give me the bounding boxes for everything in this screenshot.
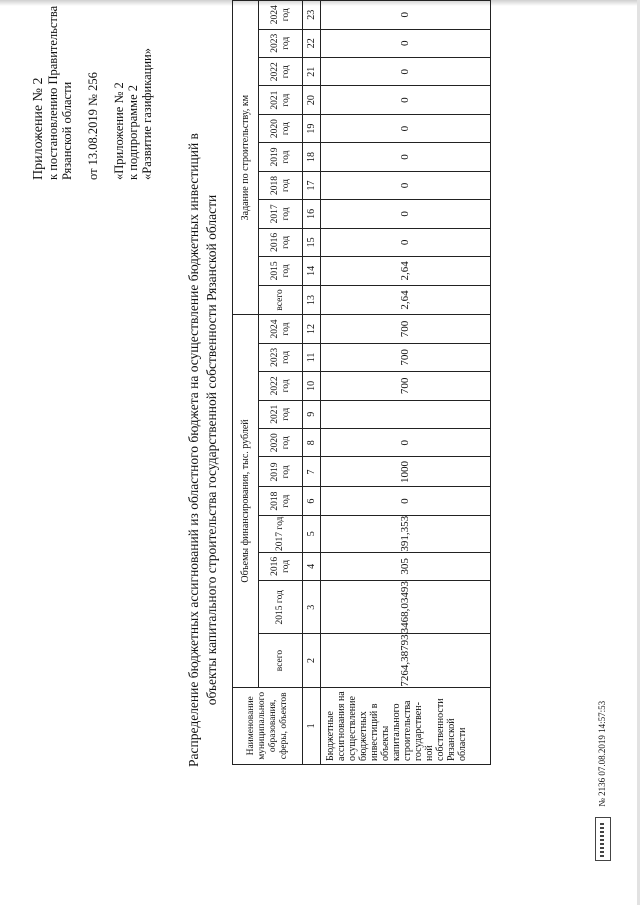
appendix-date: от 13.08.2019 № 256: [86, 72, 100, 180]
task-value: 0: [321, 228, 491, 256]
header-name-column: Наименование муниципального образования, сферы, объектов: [233, 687, 303, 764]
finance-value: 700: [321, 372, 491, 400]
column-number: 8: [303, 429, 321, 457]
task-value: 0: [321, 86, 491, 114]
header-year: 2017 год: [259, 200, 303, 228]
header-year: 2020 год: [259, 429, 303, 457]
finance-value: 700: [321, 315, 491, 343]
task-value: 0: [321, 1, 491, 30]
appendix-line: «Развитие газификации»: [140, 48, 154, 180]
column-number: 1: [303, 687, 321, 764]
column-number: 7: [303, 457, 321, 487]
task-value: 2,64: [321, 257, 491, 286]
task-value: 0: [321, 58, 491, 86]
column-number: 4: [303, 552, 321, 580]
header-year: 2024 год: [259, 315, 303, 343]
finance-total: 7264,38793: [321, 634, 491, 687]
column-number: 20: [303, 86, 321, 114]
header-total: всего: [259, 634, 303, 687]
column-number: 17: [303, 171, 321, 199]
appendix-line: к постановлению Правительства: [46, 5, 60, 180]
header-year: 2022 год: [259, 58, 303, 86]
header-year: 2022 год: [259, 372, 303, 400]
header-year: 2019 год: [259, 143, 303, 171]
column-number: 6: [303, 487, 321, 515]
header-year: 2017 год: [259, 515, 303, 552]
stamp-text: № 2136 07.08.2019 14:57:53: [597, 700, 608, 807]
column-number: 10: [303, 372, 321, 400]
column-number: 15: [303, 228, 321, 256]
finance-value: 0: [321, 487, 491, 515]
column-number: 2: [303, 634, 321, 687]
document-title: [185, 90, 221, 810]
header-total: всего: [259, 285, 303, 315]
column-number: 9: [303, 400, 321, 428]
finance-value: 0: [321, 429, 491, 457]
header-year: 2021 год: [259, 400, 303, 428]
task-value: 0: [321, 143, 491, 171]
finance-value: 391,353: [321, 515, 491, 552]
column-number: 21: [303, 58, 321, 86]
header-year: 2016 год: [259, 228, 303, 256]
appendix-line: Приложение № 2: [31, 77, 46, 180]
finance-value: 3468,03493: [321, 581, 491, 634]
header-year: 2020 год: [259, 114, 303, 142]
header-year: 2019 год: [259, 457, 303, 487]
column-number: 5: [303, 515, 321, 552]
finance-value: 305: [321, 552, 491, 580]
column-number: 16: [303, 200, 321, 228]
header-year: 2018 год: [259, 487, 303, 515]
column-number: 11: [303, 343, 321, 371]
column-number: 23: [303, 1, 321, 30]
budget-table: [232, 0, 491, 765]
column-number: 14: [303, 257, 321, 286]
finance-value: 700: [321, 343, 491, 371]
header-task: Задание по строительству, км: [233, 1, 259, 315]
registration-stamp: [595, 551, 611, 861]
row-description: Бюджетные ассигнования на осуществление бюджетных инвестиций в объекты капитального строительства государствен-ной собственности Рязанской области: [321, 687, 491, 764]
header-year: 2024 год: [259, 1, 303, 30]
column-number: 18: [303, 143, 321, 171]
task-value: 0: [321, 29, 491, 57]
finance-value: 1000: [321, 457, 491, 487]
column-number: 3: [303, 581, 321, 634]
header-year: 2015 год: [259, 257, 303, 286]
appendix-line: к подпрограмме 2: [126, 85, 140, 180]
barcode-icon: [595, 817, 611, 861]
appendix-line: «Приложение № 2: [112, 82, 126, 180]
header-year: 2023 год: [259, 343, 303, 371]
title-line: объекты капитального строительства государственной собственности Рязанской области: [204, 194, 219, 706]
header-year: 2021 год: [259, 86, 303, 114]
header-year: 2016 год: [259, 552, 303, 580]
column-number: 13: [303, 285, 321, 315]
column-number: 22: [303, 29, 321, 57]
appendix-header: [31, 5, 154, 180]
task-value: 0: [321, 200, 491, 228]
header-year: 2018 год: [259, 171, 303, 199]
header-finance: Объемы финансирования, тыс. рублей: [233, 315, 259, 687]
title-line: Распределение бюджетных ассигнований из областного бюджета на осуществление бюджетных инвестиций в: [186, 133, 201, 767]
finance-value: [321, 400, 491, 428]
task-value: 0: [321, 171, 491, 199]
column-number: 12: [303, 315, 321, 343]
header-year: 2015 год: [259, 581, 303, 634]
column-number: 19: [303, 114, 321, 142]
task-value: 0: [321, 114, 491, 142]
appendix-line: Рязанской области: [60, 81, 74, 180]
task-total: 2,64: [321, 285, 491, 315]
header-year: 2023 год: [259, 29, 303, 57]
